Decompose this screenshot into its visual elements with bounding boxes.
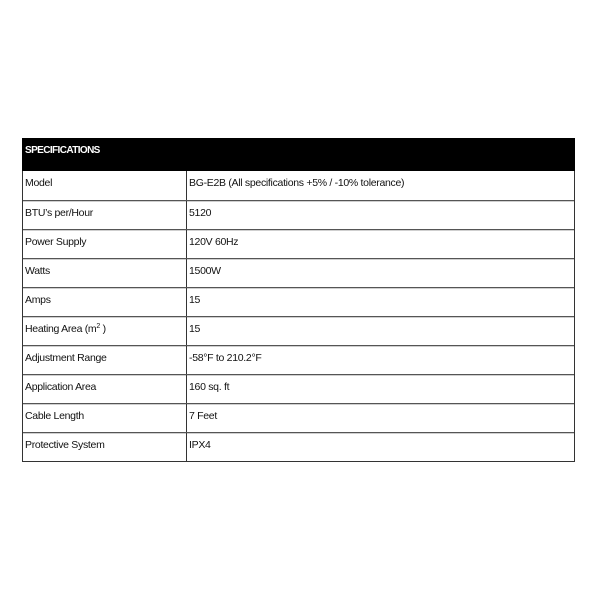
row-label [23,317,187,345]
row-label: Amps [23,288,187,316]
row-label: Adjustment Range [23,346,187,374]
table-row [23,345,574,374]
row-value: -58°F to 210.2°F [189,352,262,364]
row-label: Application Area [23,375,187,403]
table-row [23,171,574,200]
row-value: 120V 60Hz [189,236,239,248]
row-value: BG-E2B (All specifications +5% / -10% tolerance) [189,177,405,189]
row-label: BTU’s per/Hour [23,201,187,229]
table-row [23,403,574,432]
row-value: 15 [189,323,201,335]
row-label: Cable Length [23,404,187,432]
row-value: 5120 [189,207,212,219]
row-value: 7 Feet [189,410,217,422]
table-header: SPECIFICATIONS [22,138,575,171]
row-label: Watts [23,259,187,287]
superscript: 2 [96,323,100,330]
table-row [23,374,574,403]
table-row [23,316,574,345]
row-value: 15 [189,294,201,306]
table-row [23,432,574,461]
table-row [23,287,574,316]
row-label: Model [23,171,187,200]
row-value: IPX4 [189,439,211,451]
row-value: 1500W [189,265,221,277]
row-value: 160 sq. ft [189,381,230,393]
row-label: Protective System [23,433,187,461]
row-label-suffix: ) [99,323,106,335]
row-label: Power Supply [23,230,187,258]
table-row [23,258,574,287]
row-label-text: Heating Area (m [25,323,97,335]
specifications-table [22,138,575,462]
table-row [23,200,574,229]
table-body [22,171,575,462]
table-row [23,229,574,258]
